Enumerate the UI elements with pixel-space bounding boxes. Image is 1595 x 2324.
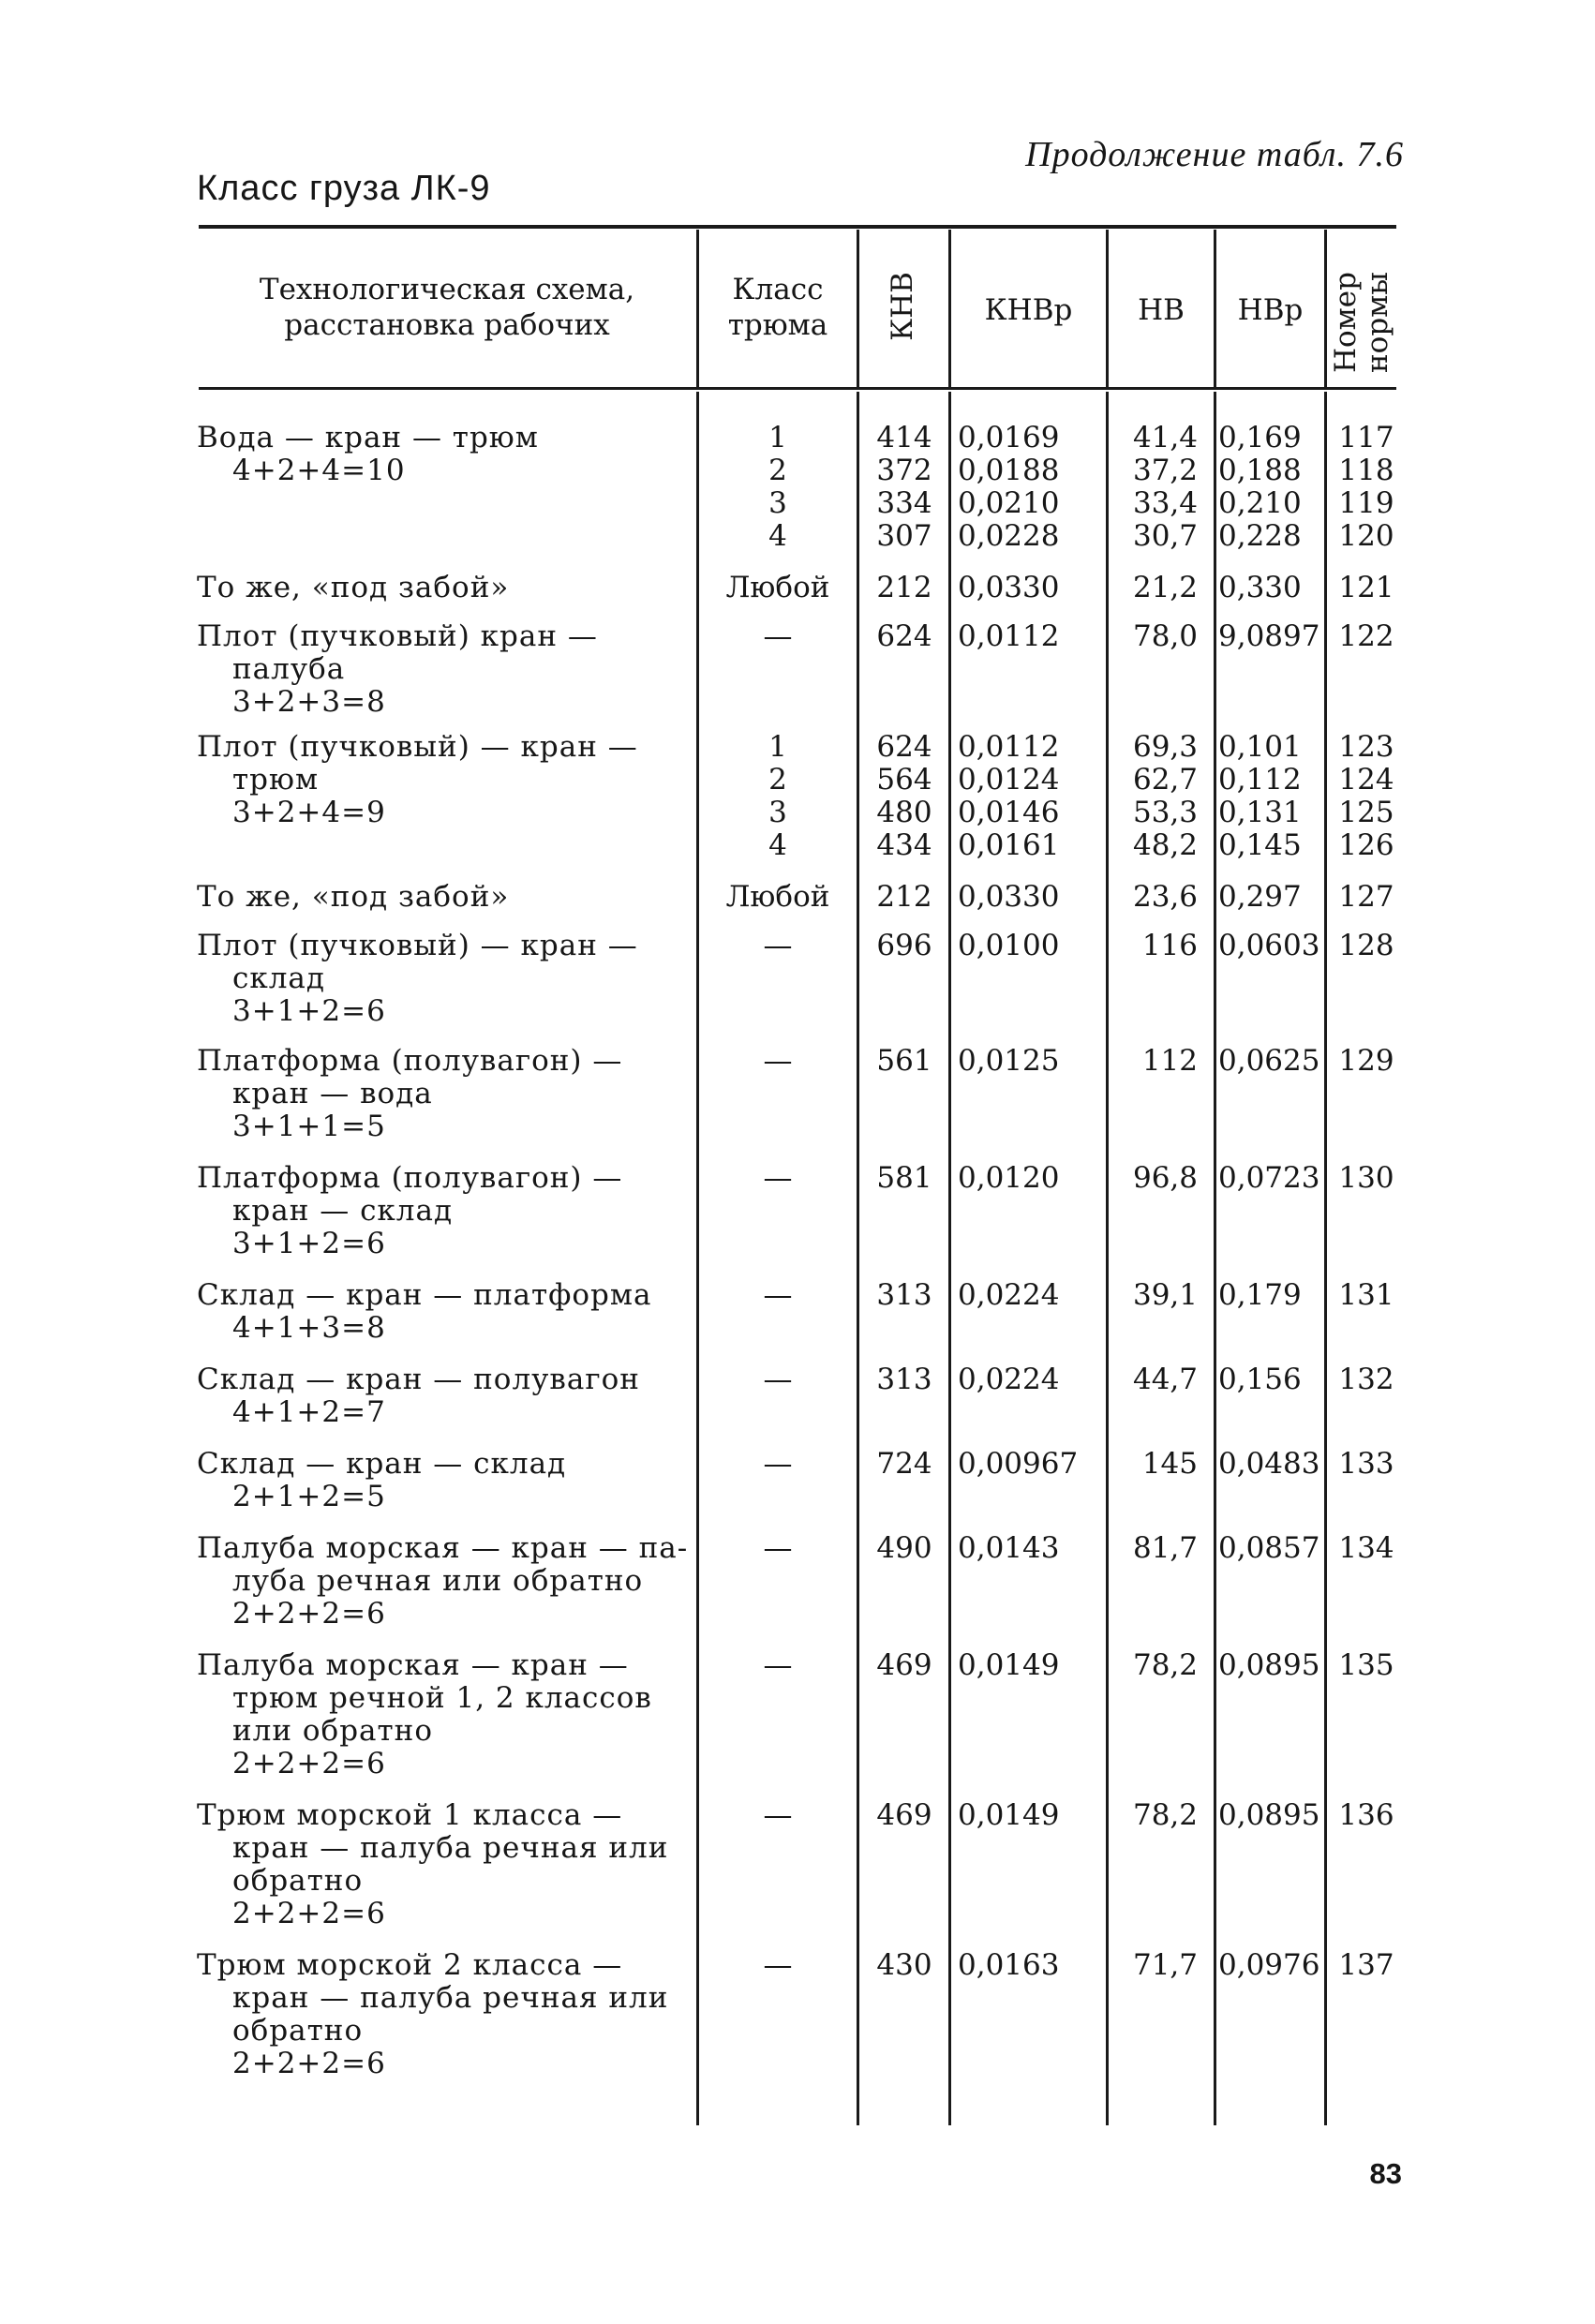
header-hold-class <box>699 272 857 343</box>
hold-class-cell <box>698 620 857 653</box>
norm-number-cell <box>1329 1448 1404 1481</box>
row-scheme <box>197 881 509 914</box>
scheme-line: Плот (пучковый) кран — <box>197 619 598 653</box>
col-divider-3 <box>948 392 951 2125</box>
knv-cell-value: 434 <box>876 828 932 862</box>
scheme-line: 2+2+2=6 <box>232 1597 386 1631</box>
hold-class-cell <box>698 930 857 962</box>
hold-class-value: — <box>763 1447 793 1481</box>
knvr-cell <box>958 1949 1059 1982</box>
row-scheme <box>197 620 598 719</box>
knvr-cell-value: 0,0224 <box>958 1363 1060 1396</box>
knvr-cell <box>958 1649 1059 1682</box>
scheme-line: Плот (пучковый) — кран — <box>197 929 638 962</box>
knvr-cell-value: 0,0124 <box>958 763 1060 797</box>
nvr-cell-value: 0,297 <box>1218 880 1302 914</box>
norm-number-cell-value: 126 <box>1338 828 1394 862</box>
scheme-line: обратно <box>232 2014 364 2048</box>
row-scheme <box>197 1045 622 1143</box>
nv-cell-value: 78,2 <box>1132 1648 1198 1682</box>
nv-cell <box>1111 731 1198 862</box>
knvr-cell-value: 0,0330 <box>958 880 1060 914</box>
knvr-cell <box>958 1799 1059 1832</box>
knv-cell-value: 307 <box>876 519 932 553</box>
scheme-line: 2+1+2=5 <box>232 1480 386 1513</box>
hold-class-cell <box>698 1363 857 1396</box>
nvr-cell-value: 0,156 <box>1218 1363 1302 1396</box>
nvr-cell-value: 0,228 <box>1218 519 1302 553</box>
scheme-line: 3+1+2=6 <box>232 994 386 1028</box>
nvr-cell-value: 0,188 <box>1218 454 1302 487</box>
scheme-line: Склад — кран — платформа <box>197 1278 652 1312</box>
nvr-cell-value: 0,0603 <box>1218 929 1320 962</box>
col-divider-4 <box>1106 392 1109 2125</box>
scheme-line: Палуба морская — кран — <box>197 1648 629 1682</box>
knv-cell <box>862 422 947 553</box>
knvr-cell <box>958 1448 1078 1481</box>
norm-number-cell <box>1329 1649 1404 1682</box>
knv-cell-value: 372 <box>876 454 932 487</box>
col-divider-2-head <box>857 230 859 387</box>
knvr-cell <box>958 731 1059 862</box>
hold-class-value: 4 <box>768 519 787 553</box>
nvr-cell <box>1218 1045 1319 1078</box>
table-continuation-label: Продолжение табл. 7.6 <box>1025 135 1404 174</box>
hold-class-value: — <box>763 1798 793 1832</box>
knv-cell-value: 212 <box>876 571 932 604</box>
knv-cell-value: 313 <box>876 1278 932 1312</box>
knvr-cell <box>958 930 1059 962</box>
knvr-cell-value: 0,0120 <box>958 1161 1060 1195</box>
hold-class-value: — <box>763 1044 793 1078</box>
knv-cell <box>862 1363 947 1396</box>
hold-class-value: — <box>763 619 793 653</box>
knv-cell <box>862 1799 947 1832</box>
hold-class-value: 1 <box>768 421 787 454</box>
norm-number-cell-value: 137 <box>1338 1948 1394 1982</box>
scheme-line: Трюм морской 1 класса — <box>197 1798 623 1832</box>
knvr-cell-value: 0,00967 <box>958 1447 1079 1481</box>
norm-number-cell-value: 119 <box>1338 486 1394 520</box>
nvr-cell <box>1218 1279 1302 1312</box>
norm-number-cell <box>1329 1162 1404 1195</box>
page-number: 83 <box>1369 2157 1402 2190</box>
knvr-cell-value: 0,0149 <box>958 1648 1060 1682</box>
hold-class-value: — <box>763 1278 793 1312</box>
header-hold-class-line-2: трюма <box>727 308 828 342</box>
row-scheme <box>197 1363 640 1429</box>
knvr-cell <box>958 1162 1059 1195</box>
header-nv: НВ <box>1138 293 1185 327</box>
nv-cell-value: 145 <box>1141 1447 1198 1481</box>
row-scheme <box>197 422 539 487</box>
norm-number-cell-value: 128 <box>1338 929 1394 962</box>
row-scheme <box>197 572 509 604</box>
knv-cell-value: 581 <box>876 1161 932 1195</box>
header-norm-line-1: Номер <box>1329 272 1363 374</box>
nvr-cell <box>1218 1949 1319 1982</box>
hold-class-value: — <box>763 1531 793 1565</box>
nv-cell <box>1111 1448 1198 1481</box>
knv-cell <box>862 1279 947 1312</box>
nvr-cell-value: 0,0895 <box>1218 1648 1320 1682</box>
knvr-cell-value: 0,0100 <box>958 929 1060 962</box>
table-top-rule <box>199 225 1396 229</box>
header-scheme-line-2: расстановка рабочих <box>284 308 610 342</box>
hold-class-cell <box>698 881 857 914</box>
nvr-cell <box>1218 881 1302 914</box>
knvr-cell-value: 0,0143 <box>958 1531 1060 1565</box>
knv-cell-value: 724 <box>876 1447 932 1481</box>
norm-number-cell-value: 123 <box>1338 730 1394 764</box>
nv-cell <box>1111 1799 1198 1832</box>
scheme-line: обратно <box>232 1864 364 1898</box>
hold-class-value: Любой <box>725 880 830 914</box>
nvr-cell <box>1218 1363 1302 1396</box>
knv-cell <box>862 930 947 962</box>
norm-number-cell <box>1329 1799 1404 1832</box>
scheme-line: 2+2+2=6 <box>232 1747 386 1780</box>
scheme-line: трюм речной 1, 2 классов <box>232 1681 652 1715</box>
hold-class-cell <box>698 1279 857 1312</box>
nvr-cell <box>1218 1162 1319 1195</box>
norm-number-cell-value: 135 <box>1338 1648 1394 1682</box>
nv-cell <box>1111 1649 1198 1682</box>
nvr-cell-value: 9,0897 <box>1218 619 1320 653</box>
hold-class-value: 3 <box>768 796 787 829</box>
scheme-line: трюм <box>232 763 320 797</box>
nv-cell-value: 71,7 <box>1132 1948 1198 1982</box>
scheme-line: Плот (пучковый) — кран — <box>197 730 638 764</box>
row-scheme <box>197 1949 668 2080</box>
knvr-cell <box>958 572 1059 604</box>
knvr-cell-value: 0,0188 <box>958 454 1060 487</box>
hold-class-cell <box>698 1045 857 1078</box>
nv-cell <box>1111 1045 1198 1078</box>
header-scheme-line-1: Технологическая схема, <box>259 273 635 306</box>
nvr-cell-value: 0,0857 <box>1218 1531 1320 1565</box>
knv-cell <box>862 572 947 604</box>
header-norm-number <box>1330 257 1394 388</box>
knv-cell-value: 334 <box>876 486 932 520</box>
hold-class-cell <box>698 1649 857 1682</box>
row-scheme <box>197 1532 688 1631</box>
norm-number-cell <box>1329 930 1404 962</box>
nv-cell-value: 62,7 <box>1132 763 1198 797</box>
hold-class-cell <box>698 1799 857 1832</box>
nv-cell-value: 81,7 <box>1132 1531 1198 1565</box>
header-hold-class-line-1: Класс <box>732 273 824 306</box>
hold-class-cell <box>698 731 857 862</box>
nv-cell <box>1111 1363 1198 1396</box>
norm-number-cell-value: 136 <box>1338 1798 1394 1832</box>
norm-number-cell <box>1329 881 1404 914</box>
knv-cell-value: 469 <box>876 1648 932 1682</box>
knv-cell <box>862 1448 947 1481</box>
knvr-cell <box>958 881 1059 914</box>
nvr-cell-value: 0,0976 <box>1218 1948 1320 1982</box>
nvr-cell <box>1218 620 1319 653</box>
hold-class-cell <box>698 572 857 604</box>
nv-cell-value: 69,3 <box>1132 730 1198 764</box>
scheme-line: Трюм морской 2 класса — <box>197 1948 623 1982</box>
nv-cell <box>1111 1162 1198 1195</box>
nvr-cell <box>1218 572 1302 604</box>
nvr-cell-value: 0,0625 <box>1218 1044 1320 1078</box>
nv-cell-value: 48,2 <box>1132 828 1198 862</box>
knv-cell-value: 490 <box>876 1531 932 1565</box>
scheme-line: кран — палуба речная или <box>232 1981 669 2015</box>
norm-number-cell-value: 131 <box>1338 1278 1394 1312</box>
knvr-cell-value: 0,0125 <box>958 1044 1060 1078</box>
knvr-cell-value: 0,0169 <box>958 421 1060 454</box>
scheme-line: склад <box>232 961 325 995</box>
row-scheme <box>197 1799 668 1930</box>
nvr-cell-value: 0,101 <box>1218 730 1302 764</box>
nvr-cell-value: 0,210 <box>1218 486 1302 520</box>
knv-cell <box>862 731 947 862</box>
knv-cell-value: 624 <box>876 619 932 653</box>
row-scheme <box>197 1279 652 1345</box>
header-scheme <box>199 272 695 343</box>
scheme-line: Платформа (полувагон) — <box>197 1161 623 1195</box>
knv-cell <box>862 1949 947 1982</box>
hold-class-cell <box>698 1448 857 1481</box>
knv-cell-value: 564 <box>876 763 932 797</box>
knvr-cell-value: 0,0210 <box>958 486 1060 520</box>
norm-number-cell <box>1329 731 1404 862</box>
row-scheme <box>197 930 638 1028</box>
knv-cell <box>862 881 947 914</box>
knv-cell-value: 414 <box>876 421 932 454</box>
knv-cell-value: 561 <box>876 1044 932 1078</box>
nv-cell <box>1111 1949 1198 1982</box>
nv-cell <box>1111 1279 1198 1312</box>
scheme-line: кран — палуба речная или <box>232 1831 669 1865</box>
scheme-line: То же, «под забой» <box>197 880 510 914</box>
knv-cell-value: 313 <box>876 1363 932 1396</box>
knv-cell <box>862 1532 947 1565</box>
knv-cell-value: 696 <box>876 929 932 962</box>
norm-number-cell-value: 127 <box>1338 880 1394 914</box>
scheme-line: 4+1+2=7 <box>232 1395 386 1429</box>
nv-cell <box>1111 1532 1198 1565</box>
norm-number-cell-value: 133 <box>1338 1447 1394 1481</box>
scheme-line: или обратно <box>232 1714 433 1748</box>
nvr-cell <box>1218 422 1302 553</box>
nvr-cell <box>1218 1649 1319 1682</box>
scheme-line: 3+2+3=8 <box>232 685 386 719</box>
header-norm-line-2: нормы <box>1361 272 1394 373</box>
knvr-cell-value: 0,0330 <box>958 571 1060 604</box>
hold-class-value: — <box>763 1161 793 1195</box>
header-knv: КНВ <box>886 272 919 341</box>
hold-class-value: — <box>763 1648 793 1682</box>
header-nvr: НВр <box>1237 293 1304 327</box>
norm-number-cell-value: 129 <box>1338 1044 1394 1078</box>
knv-cell-value: 469 <box>876 1798 932 1832</box>
nvr-cell-value: 0,330 <box>1218 571 1302 604</box>
header-bottom-rule <box>199 387 1396 390</box>
norm-number-cell <box>1329 620 1404 653</box>
norm-number-cell-value: 118 <box>1338 454 1394 487</box>
hold-class-value: 2 <box>768 454 787 487</box>
nv-cell <box>1111 422 1198 553</box>
nvr-cell-value: 0,145 <box>1218 828 1302 862</box>
scheme-line: Палуба морская — кран — па- <box>197 1531 689 1565</box>
scheme-line: Склад — кран — полувагон <box>197 1363 640 1396</box>
hold-class-value: — <box>763 1363 793 1396</box>
hold-class-value: 1 <box>768 730 787 764</box>
scheme-line: кран — вода <box>232 1077 433 1110</box>
row-scheme <box>197 1649 652 1780</box>
norm-number-cell-value: 117 <box>1338 421 1394 454</box>
scheme-line: Вода — кран — трюм <box>197 421 539 454</box>
scheme-line: палуба <box>232 652 346 686</box>
scheme-line: То же, «под забой» <box>197 571 510 604</box>
hold-class-cell <box>698 422 857 553</box>
knv-cell <box>862 1162 947 1195</box>
knvr-cell-value: 0,0224 <box>958 1278 1060 1312</box>
hold-class-cell <box>698 1949 857 1982</box>
norm-number-cell <box>1329 422 1404 553</box>
nv-cell-value: 78,0 <box>1132 619 1198 653</box>
knvr-cell-value: 0,0161 <box>958 828 1060 862</box>
scheme-line: Платформа (полувагон) — <box>197 1044 623 1078</box>
nv-cell-value: 21,2 <box>1132 571 1198 604</box>
nv-cell-value: 53,3 <box>1132 796 1198 829</box>
nv-cell <box>1111 620 1198 653</box>
norm-number-cell <box>1329 1045 1404 1078</box>
knvr-cell-value: 0,0146 <box>958 796 1060 829</box>
hold-class-value: 2 <box>768 763 787 797</box>
norm-number-cell-value: 132 <box>1338 1363 1394 1396</box>
header-knvr: КНВр <box>984 293 1073 327</box>
scheme-line: луба речная или обратно <box>232 1564 644 1598</box>
norm-number-cell-value: 130 <box>1338 1161 1394 1195</box>
knvr-cell <box>958 1045 1059 1078</box>
hold-class-value: — <box>763 929 793 962</box>
hold-class-value: 3 <box>768 486 787 520</box>
col-divider-6-head <box>1324 230 1327 387</box>
nvr-cell-value: 0,0895 <box>1218 1798 1320 1832</box>
knvr-cell-value: 0,0228 <box>958 519 1060 553</box>
knv-cell <box>862 1649 947 1682</box>
nv-cell-value: 78,2 <box>1132 1798 1198 1832</box>
hold-class-cell <box>698 1162 857 1195</box>
hold-class-cell <box>698 1532 857 1565</box>
norm-number-cell <box>1329 1949 1404 1982</box>
norm-number-cell <box>1329 1279 1404 1312</box>
nvr-cell-value: 0,169 <box>1218 421 1302 454</box>
nv-cell-value: 112 <box>1141 1044 1198 1078</box>
cargo-class-label: Класс груза ЛК-9 <box>197 169 491 208</box>
knvr-cell <box>958 1279 1059 1312</box>
nv-cell-value: 96,8 <box>1132 1161 1198 1195</box>
col-divider-5 <box>1214 392 1216 2125</box>
nv-cell-value: 37,2 <box>1132 454 1198 487</box>
scheme-line: 4+1+3=8 <box>232 1311 386 1345</box>
knv-cell-value: 480 <box>876 796 932 829</box>
scheme-line: 3+1+1=5 <box>232 1110 386 1143</box>
hold-class-value: 4 <box>768 828 787 862</box>
nvr-cell <box>1218 1448 1319 1481</box>
knv-cell <box>862 1045 947 1078</box>
knvr-cell <box>958 422 1059 553</box>
norm-number-cell <box>1329 1532 1404 1565</box>
norm-number-cell <box>1329 1363 1404 1396</box>
nv-cell-value: 23,6 <box>1132 880 1198 914</box>
scheme-line: 2+2+2=6 <box>232 2047 386 2080</box>
nv-cell-value: 33,4 <box>1132 486 1198 520</box>
knvr-cell <box>958 1363 1059 1396</box>
nv-cell-value: 44,7 <box>1132 1363 1198 1396</box>
nv-cell-value: 30,7 <box>1132 519 1198 553</box>
nv-cell-value: 116 <box>1141 929 1198 962</box>
row-scheme <box>197 1448 566 1513</box>
nv-cell <box>1111 930 1198 962</box>
knv-cell <box>862 620 947 653</box>
nvr-cell-value: 0,0483 <box>1218 1447 1320 1481</box>
nv-cell-value: 39,1 <box>1132 1278 1198 1312</box>
knv-cell-value: 212 <box>876 880 932 914</box>
row-scheme <box>197 731 638 829</box>
knv-cell-value: 624 <box>876 730 932 764</box>
nvr-cell <box>1218 1532 1319 1565</box>
nvr-cell <box>1218 1799 1319 1832</box>
knvr-cell-value: 0,0112 <box>958 730 1060 764</box>
scheme-line: 3+1+2=6 <box>232 1227 386 1260</box>
norm-number-cell-value: 124 <box>1338 763 1394 797</box>
scheme-line: 4+2+4=10 <box>232 454 406 487</box>
scheme-line: 3+2+4=9 <box>232 796 386 829</box>
norm-number-cell-value: 122 <box>1338 619 1394 653</box>
knvr-cell-value: 0,0149 <box>958 1798 1060 1832</box>
knvr-cell <box>958 1532 1059 1565</box>
norm-number-cell-value: 120 <box>1338 519 1394 553</box>
knvr-cell-value: 0,0163 <box>958 1948 1060 1982</box>
nvr-cell-value: 0,179 <box>1218 1278 1302 1312</box>
norm-number-cell-value: 134 <box>1338 1531 1394 1565</box>
nv-cell <box>1111 881 1198 914</box>
scheme-line: Склад — кран — склад <box>197 1447 567 1481</box>
nv-cell <box>1111 572 1198 604</box>
nvr-cell <box>1218 731 1302 862</box>
nvr-cell-value: 0,112 <box>1218 763 1302 797</box>
row-scheme <box>197 1162 622 1260</box>
norm-number-cell-value: 121 <box>1338 571 1394 604</box>
hold-class-value: — <box>763 1948 793 1982</box>
knvr-cell <box>958 620 1059 653</box>
knvr-cell-value: 0,0112 <box>958 619 1060 653</box>
nvr-cell <box>1218 930 1319 962</box>
nv-cell-value: 41,4 <box>1132 421 1198 454</box>
col-divider-6 <box>1324 392 1327 2125</box>
nvr-cell-value: 0,131 <box>1218 796 1302 829</box>
norm-number-cell-value: 125 <box>1338 796 1394 829</box>
scheme-line: 2+2+2=6 <box>232 1897 386 1930</box>
knv-cell-value: 430 <box>876 1948 932 1982</box>
hold-class-value: Любой <box>725 571 830 604</box>
nvr-cell-value: 0,0723 <box>1218 1161 1320 1195</box>
norm-number-cell <box>1329 572 1404 604</box>
scheme-line: кран — склад <box>232 1194 454 1228</box>
